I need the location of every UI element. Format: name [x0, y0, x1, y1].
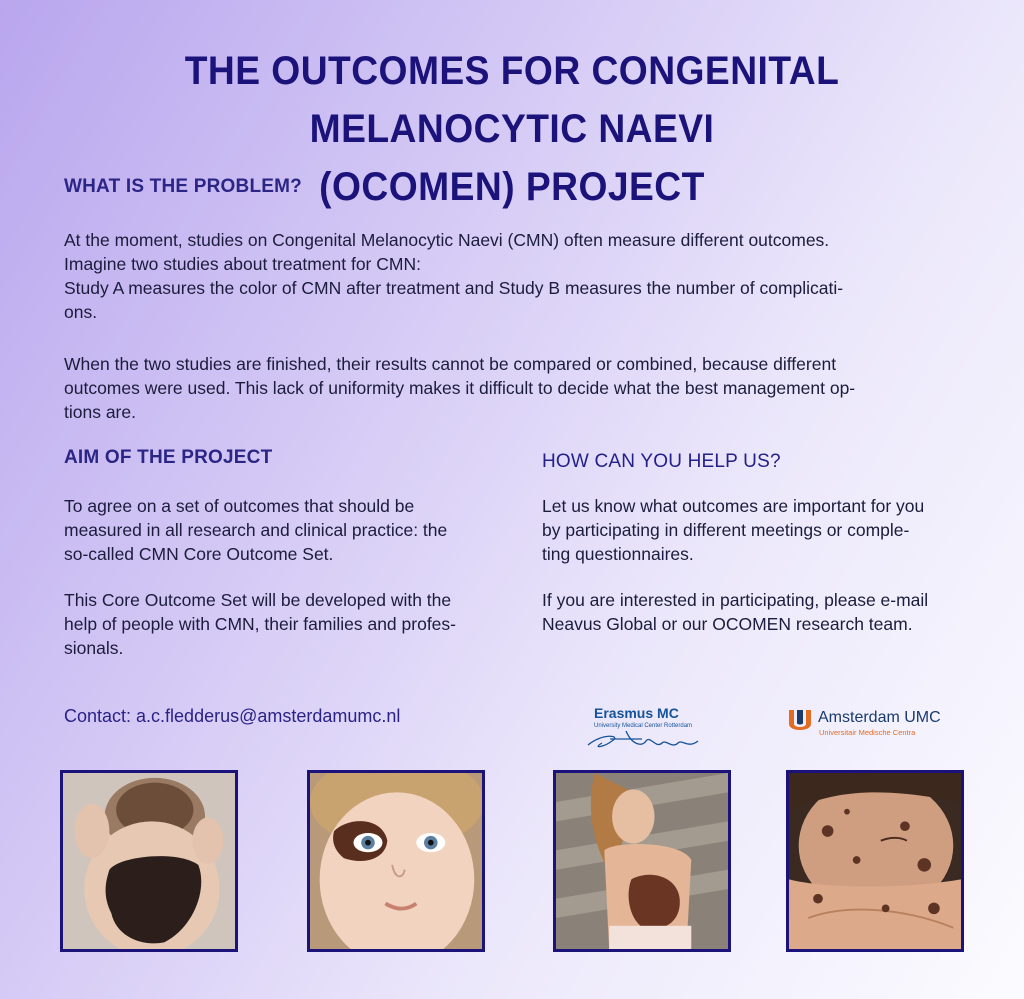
photo-woman-back-naevus: [553, 770, 731, 952]
help-p1-line: ting questionnaires.: [542, 544, 694, 564]
problem-paragraph-1: [64, 228, 964, 324]
aim-paragraph-1: [64, 494, 484, 566]
aim-p1-line: so-called CMN Core Outcome Set.: [64, 544, 334, 564]
problem-p1-line: ons.: [64, 302, 98, 322]
problem-p1-line: Study A measures the color of CMN after treatment and Study B measures the number of complicati-: [64, 278, 844, 298]
amsterdam-logo-name: Amsterdam UMC: [818, 709, 941, 726]
aim-p1-line: measured in all research and clinical practice: the: [64, 520, 448, 540]
aim-p2-line: help of people with CMN, their families and profes-: [64, 614, 456, 634]
problem-p2-line: When the two studies are finished, their results cannot be compared or combined, because different: [64, 354, 837, 374]
title-line-1: THE OUTCOMES FOR CONGENITAL MELANOCYTIC NAEVI: [184, 49, 840, 151]
amsterdam-logo-subtitle: Universitair Medische Centra: [819, 728, 916, 737]
problem-p1-line: At the moment, studies on Congenital Melanocytic Naevi (CMN) often measure different outcomes.: [64, 230, 830, 250]
problem-paragraph-2: [64, 352, 964, 424]
problem-p2-line: tions are.: [64, 402, 136, 422]
help-heading: HOW CAN YOU HELP US?: [542, 451, 781, 472]
aim-p2-line: This Core Outcome Set will be developed with the: [64, 590, 452, 610]
title-line-2: (OCOMEN) PROJECT: [319, 165, 705, 209]
amsterdam-umc-emblem-icon: [786, 706, 814, 736]
photo-child-face-naevus: [307, 770, 485, 952]
erasmus-logo-name: Erasmus MC: [594, 705, 679, 721]
problem-p2-line: outcomes were used. This lack of uniformity makes it difficult to decide what the best management op-: [64, 378, 856, 398]
aim-p1-line: To agree on a set of outcomes that should be: [64, 496, 415, 516]
help-paragraph-1: [542, 494, 962, 566]
help-p2-line: If you are interested in participating, please e-mail: [542, 590, 929, 610]
contact-email[interactable]: Contact: a.c.fledderus@amsterdamumc.nl: [64, 706, 401, 726]
help-paragraph-2: [542, 588, 962, 636]
aim-paragraph-2: [64, 588, 484, 660]
erasmus-logo-subtitle: University Medical Center Rotterdam: [594, 723, 693, 729]
erasmus-mc-logo: [582, 705, 712, 755]
help-p1-line: by participating in different meetings or comple-: [542, 520, 910, 540]
problem-heading: WHAT IS THE PROBLEM?: [64, 176, 302, 197]
help-p1-line: Let us know what outcomes are important for you: [542, 496, 925, 516]
erasmus-signature-icon: [582, 705, 712, 755]
problem-p1-line: Imagine two studies about treatment for CMN:: [64, 254, 421, 274]
photo-baby-back-naevus: [60, 770, 238, 952]
aim-heading: AIM OF THE PROJECT: [64, 447, 273, 468]
help-p2-line: Neavus Global or our OCOMEN research team.: [542, 614, 913, 634]
photo-woman-face-naevi: [786, 770, 964, 952]
aim-p2-line: sionals.: [64, 638, 124, 658]
amsterdam-umc-logo: [786, 706, 961, 740]
